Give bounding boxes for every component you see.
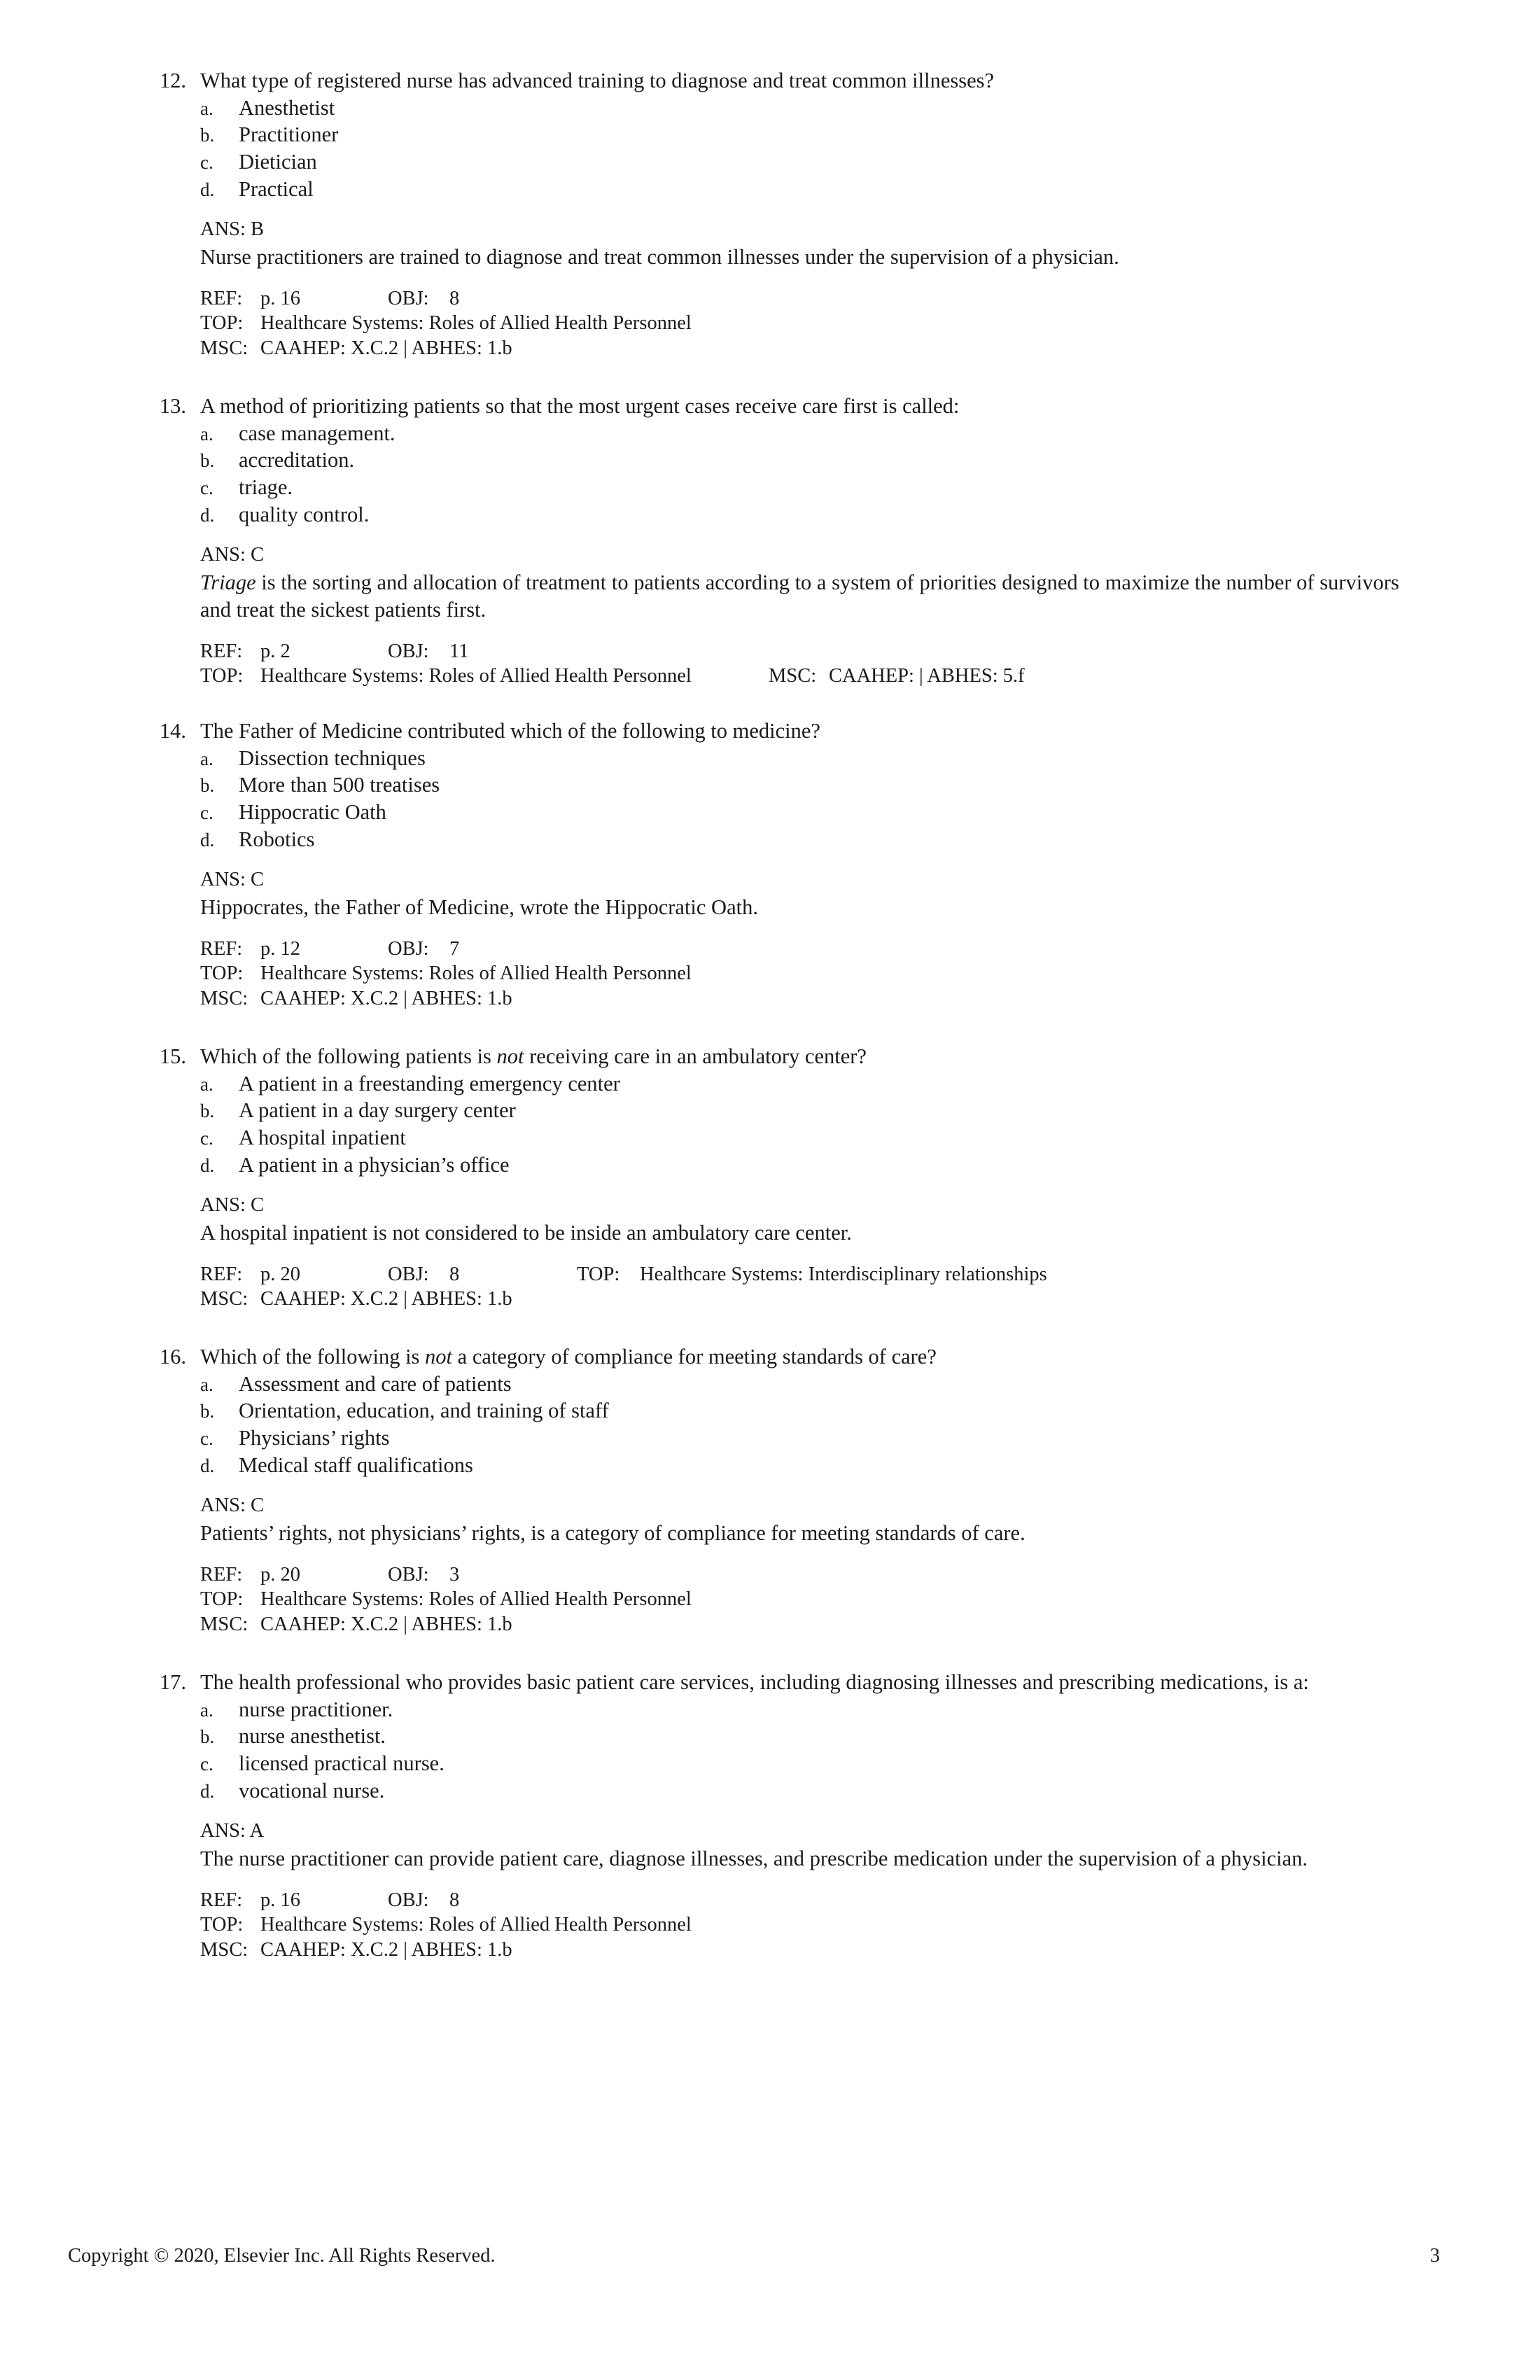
question-number: 16. xyxy=(159,1345,186,1368)
question-text: The Father of Medicine contributed which of the following to medicine? xyxy=(200,719,820,743)
option-a: a. Assessment and care of patients xyxy=(200,1371,512,1396)
rationale: A hospital inpatient is not considered to be inside an ambulatory care center. xyxy=(200,1221,852,1245)
msc-value: CAAHEP: | ABHES: 5.f xyxy=(829,665,1025,687)
question-metadata: REF: p. 2 OBJ: 11 TOP: Healthcare Systems: Roles of Allied Health Personnel MSC: CAAHEP: | ABHES: 5.f xyxy=(200,639,1540,689)
question-metadata: REF: p. 16 OBJ: 8 TOP: Healthcare Systems: Roles of Allied Health Personnel MSC: CAAHEP: X.C.2 | ABHES: 1.b xyxy=(200,1888,1540,1963)
question-metadata: REF: p. 16 OBJ: 8 TOP: Healthcare Systems: Roles of Allied Health Personnel MSC: CAAHEP: X.C.2 | ABHES: 1.b xyxy=(200,286,1540,361)
copyright-notice: Copyright © 2020, Elsevier Inc. All Rights Reserved. xyxy=(68,2245,496,2267)
question-17 xyxy=(0,1669,1540,1962)
option-d: d. vocational nurse. xyxy=(200,1778,385,1802)
rationale: Triage is the sorting and allocation of treatment to patients according to a system of priorities designed to maximize the number of survivors and treat the sickest patients first. xyxy=(200,570,1399,622)
question-text: Which of the following is not a category of compliance for meeting standards of care? xyxy=(200,1345,937,1368)
msc-value: CAAHEP: X.C.2 | ABHES: 1.b xyxy=(260,987,512,1009)
option-a: a. nurse practitioner. xyxy=(200,1697,393,1721)
question-number: 14. xyxy=(159,719,186,743)
msc-value: CAAHEP: X.C.2 | ABHES: 1.b xyxy=(260,1613,512,1635)
page-number: 3 xyxy=(1429,2245,1440,2267)
option-c: c. triage. xyxy=(200,475,293,500)
question-metadata: REF: p. 20 OBJ: 3 TOP: Healthcare Systems: Roles of Allied Health Personnel MSC: CAAHEP: X.C.2 | ABHES: 1.b xyxy=(200,1562,1540,1637)
topic-value: Healthcare Systems: Roles of Allied Health Personnel xyxy=(260,1588,692,1611)
rationale: Patients’ rights, not physicians’ rights, is a category of compliance for meeting standards of care. xyxy=(200,1521,1026,1546)
answer: ANS: C xyxy=(200,869,265,891)
answer: ANS: B xyxy=(200,218,265,241)
rationale: Nurse practitioners are trained to diagnose and treat common illnesses under the supervision of a physician. xyxy=(200,245,1119,270)
rationale: Hippocrates, the Father of Medicine, wrote the Hippocratic Oath. xyxy=(200,895,758,920)
option-d: d. A patient in a physician’s office xyxy=(200,1152,510,1177)
option-d: d. quality control. xyxy=(200,502,370,526)
question-text: The health professional who provides basic patient care services, including diagnosing illnesses and prescribing medications, is a: xyxy=(200,1670,1309,1694)
question-13 xyxy=(0,393,1540,689)
obj-value: 8 xyxy=(449,287,460,309)
msc-value: CAAHEP: X.C.2 | ABHES: 1.b xyxy=(260,1938,512,1961)
ref-value: p. 20 xyxy=(260,1563,300,1586)
rationale-term: Triage xyxy=(200,570,256,595)
option-c: c. Physicians’ rights xyxy=(200,1426,390,1450)
question-metadata: REF: p. 12 OBJ: 7 TOP: Healthcare Systems: Roles of Allied Health Personnel MSC: CAAHEP: X.C.2 | ABHES: 1.b xyxy=(200,937,1540,1011)
topic-value: Healthcare Systems: Roles of Allied Health Personnel xyxy=(260,962,692,985)
topic-value: Healthcare Systems: Roles of Allied Health Personnel xyxy=(260,312,692,335)
obj-value: 7 xyxy=(449,937,460,960)
option-d: d. Robotics xyxy=(200,827,315,851)
ref-value: p. 12 xyxy=(260,937,300,960)
ref-value: p. 20 xyxy=(260,1263,300,1285)
rationale: The nurse practitioner can provide patient care, diagnose illnesses, and prescribe medication under the supervision of a physician. xyxy=(200,1847,1308,1871)
option-c: c. licensed practical nurse. xyxy=(200,1751,444,1776)
msc-value: CAAHEP: X.C.2 | ABHES: 1.b xyxy=(260,337,512,359)
question-number: 15. xyxy=(159,1044,186,1068)
obj-value: 8 xyxy=(449,1889,460,1911)
ref-value: p. 16 xyxy=(260,287,300,309)
topic-value: Healthcare Systems: Roles of Allied Health Personnel xyxy=(260,665,692,687)
question-12 xyxy=(0,67,1540,360)
option-d: d. Medical staff qualifications xyxy=(200,1452,473,1477)
question-text: What type of registered nurse has advanced training to diagnose and treat common illnesses? xyxy=(200,69,995,92)
question-number: 12. xyxy=(159,69,186,92)
option-c: c. Hippocratic Oath xyxy=(200,800,386,825)
msc-value: CAAHEP: X.C.2 | ABHES: 1.b xyxy=(260,1288,512,1310)
question-number: 17. xyxy=(159,1670,186,1694)
option-b: b. More than 500 treatises xyxy=(200,773,440,797)
ref-value: p. 16 xyxy=(260,1889,300,1911)
option-c: c. Dietician xyxy=(200,150,317,174)
option-a: a. Anesthetist xyxy=(200,95,335,120)
option-b: b. accreditation. xyxy=(200,448,355,472)
option-d: d. Practical xyxy=(200,176,314,201)
ref-value: p. 2 xyxy=(260,640,290,662)
question-text: Which of the following patients is not receiving care in an ambulatory center? xyxy=(200,1044,867,1068)
question-metadata: REF: p. 20 OBJ: 8 TOP: Healthcare Systems: Interdisciplinary relationships MSC: CAAHEP: X.C.2 | ABHES: 1.b xyxy=(200,1262,1540,1312)
answer: ANS: A xyxy=(200,1820,265,1842)
question-number: 13. xyxy=(159,394,186,418)
option-b: b. Orientation, education, and training of staff xyxy=(200,1399,609,1423)
obj-value: 8 xyxy=(449,1263,460,1285)
obj-value: 11 xyxy=(449,640,469,662)
option-c: c. A hospital inpatient xyxy=(200,1126,406,1150)
question-15 xyxy=(0,1043,1540,1312)
option-a: a. A patient in a freestanding emergency center xyxy=(200,1071,620,1096)
topic-value: Healthcare Systems: Interdisciplinary relationships xyxy=(640,1263,1047,1285)
question-14 xyxy=(0,718,1540,1011)
option-a: a. Dissection techniques xyxy=(200,746,426,770)
option-b: b. A patient in a day surgery center xyxy=(200,1098,516,1123)
answer: ANS: C xyxy=(200,544,265,566)
obj-value: 3 xyxy=(449,1563,460,1586)
question-16 xyxy=(0,1343,1540,1637)
option-b: b. nurse anesthetist. xyxy=(200,1724,386,1749)
answer: ANS: C xyxy=(200,1494,265,1517)
question-text: A method of prioritizing patients so that the most urgent cases receive care first is called: xyxy=(200,394,960,418)
answer: ANS: C xyxy=(200,1194,265,1217)
option-a: a. case management. xyxy=(200,421,396,445)
option-b: b. Practitioner xyxy=(200,122,339,147)
topic-value: Healthcare Systems: Roles of Allied Health Personnel xyxy=(260,1914,692,1936)
